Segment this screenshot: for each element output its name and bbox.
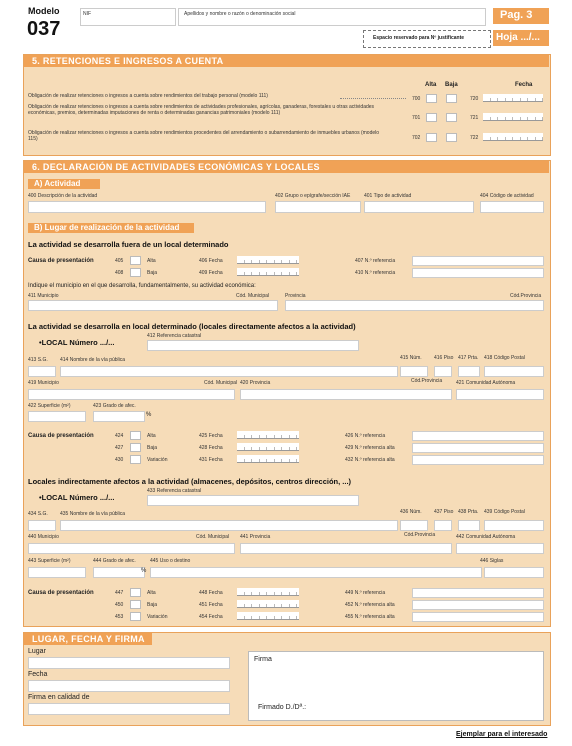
tipo-actividad-field[interactable] bbox=[364, 201, 474, 213]
fecha-722-field[interactable] bbox=[483, 133, 543, 141]
code-721: 721 bbox=[470, 115, 479, 121]
variacion-453-checkbox[interactable] bbox=[130, 612, 141, 621]
superficie-443-field[interactable] bbox=[28, 567, 86, 578]
provincia-420-field[interactable] bbox=[240, 389, 452, 400]
causa-presentacion-1: Causa de presentación bbox=[28, 258, 94, 264]
comunidad-442-field[interactable] bbox=[456, 543, 544, 554]
municipio-419-field[interactable] bbox=[28, 389, 235, 400]
code-447: 447 bbox=[115, 590, 124, 596]
uso-445-field[interactable] bbox=[150, 567, 482, 578]
label-419: 419 Municipio bbox=[28, 380, 59, 386]
causa-presentacion-3: Causa de presentación bbox=[28, 590, 94, 596]
fecha-431-field[interactable] bbox=[237, 455, 299, 463]
local-determinado-title: La actividad se desarrolla en local determinado (locales directamente afectos a la actividad) bbox=[28, 322, 356, 331]
label-449: 449 N.º referencia bbox=[345, 590, 386, 596]
label-428: 428 Fecha bbox=[199, 445, 223, 451]
label-446: 446 Siglas bbox=[480, 558, 504, 564]
label-431: 431 Fecha bbox=[199, 457, 223, 463]
lugar-field[interactable] bbox=[28, 657, 230, 669]
label-441: 441 Provincia bbox=[240, 534, 271, 540]
label-410: 410 N.º referencia bbox=[355, 270, 396, 276]
grado-444-field[interactable] bbox=[93, 567, 145, 578]
cod-municipal-3: Cód. Municipal bbox=[196, 534, 230, 540]
label-438: 438 Prta. bbox=[458, 509, 479, 515]
alta-label-3: Alta bbox=[147, 590, 156, 596]
alta-447-checkbox[interactable] bbox=[130, 588, 141, 597]
catastral-412-field[interactable] bbox=[147, 340, 359, 351]
superficie-422-field[interactable] bbox=[28, 411, 86, 422]
indique-municipio: Indique el municipio en el que desarrolla, fundamentalmente, su actividad económica: bbox=[28, 283, 256, 289]
fecha-720-field[interactable] bbox=[483, 94, 543, 102]
percent-1: % bbox=[146, 412, 152, 418]
label-432: 432 N.º referencia alta bbox=[345, 457, 395, 463]
label-440: 440 Municipio bbox=[28, 534, 59, 540]
retencion-row-1-text: Obligación de realizar retenciones o ingresos a cuenta sobre rendimientos del trabajo personal (modelo 111) bbox=[28, 93, 268, 99]
fecha-428-field[interactable] bbox=[237, 443, 299, 451]
baja-427-checkbox[interactable] bbox=[130, 443, 141, 452]
label-413: 413 S.G. bbox=[28, 357, 48, 363]
descripcion-actividad-field[interactable] bbox=[28, 201, 266, 213]
indirectos-title: Locales indirectamente afectos a la actividad (almacenes, depósitos, centros dirección, ...) bbox=[28, 477, 352, 486]
num-436-field[interactable] bbox=[400, 520, 428, 531]
sg-413-field[interactable] bbox=[28, 366, 56, 377]
siglas-446-field[interactable] bbox=[484, 567, 544, 578]
referencia-432-field[interactable] bbox=[412, 455, 544, 465]
percent-2: % bbox=[141, 568, 147, 574]
variacion-430-checkbox[interactable] bbox=[130, 455, 141, 464]
firma-label: Firma bbox=[254, 656, 272, 663]
section5-title: 5. RETENCIONES E INGRESOS A CUENTA bbox=[24, 55, 549, 67]
sg-434-field[interactable] bbox=[28, 520, 56, 531]
firma-calidad-field[interactable] bbox=[28, 703, 230, 715]
code-408: 408 bbox=[115, 270, 124, 276]
provincia-441-field[interactable] bbox=[240, 543, 452, 554]
baja-label-2: Baja bbox=[147, 445, 158, 451]
referencia-455-field[interactable] bbox=[412, 612, 544, 622]
referencia-429-field[interactable] bbox=[412, 443, 544, 453]
label-404: 404 Código de actividad bbox=[480, 193, 534, 199]
code-450: 450 bbox=[115, 602, 124, 608]
label-409: 409 Fecha bbox=[199, 270, 223, 276]
baja-450-checkbox[interactable] bbox=[130, 600, 141, 609]
section6-title: 6. DECLARACIÓN DE ACTIVIDADES ECONÓMICAS Y LOCALES bbox=[24, 161, 549, 173]
code-424: 424 bbox=[115, 433, 124, 439]
label-455: 455 N.º referencia alta bbox=[345, 614, 395, 620]
col-baja: Baja bbox=[445, 82, 458, 88]
actividad-title: A) Actividad bbox=[28, 179, 100, 189]
codigo-actividad-field[interactable] bbox=[480, 201, 544, 213]
label-400: 400 Descripción de la actividad bbox=[28, 193, 98, 199]
col-alta: Alta bbox=[425, 82, 437, 88]
label-418: 418 Código Postal bbox=[484, 355, 525, 361]
alta-424-checkbox[interactable] bbox=[130, 431, 141, 440]
local-numero-2: • LOCAL Número .../... bbox=[39, 493, 114, 502]
catastral-433-field[interactable] bbox=[147, 495, 359, 506]
alta-405-checkbox[interactable] bbox=[130, 256, 141, 265]
code-430: 430 bbox=[115, 457, 124, 463]
provincia-1-field[interactable] bbox=[285, 300, 544, 311]
fecha-454-field[interactable] bbox=[237, 612, 299, 620]
label-448: 448 Fecha bbox=[199, 590, 223, 596]
label-411: 411 Municipio bbox=[28, 293, 59, 299]
referencia-410-field[interactable] bbox=[412, 268, 544, 278]
grado-423-field[interactable] bbox=[93, 411, 145, 422]
label-417: 417 Prta. bbox=[458, 355, 479, 361]
label-416: 416 Piso bbox=[434, 355, 454, 361]
alta-701-checkbox[interactable] bbox=[426, 113, 437, 122]
cod-provincia-3: Cód.Provincia bbox=[404, 532, 436, 538]
retencion-row-3-text: Obligación de realizar retenciones o ingresos a cuenta sobre rendimientos procedentes del arrendamiento o subarrendamiento de inmuebles urbanos (modelo 115) bbox=[28, 130, 380, 142]
nif-field[interactable] bbox=[80, 8, 176, 26]
label-406: 406 Fecha bbox=[199, 258, 223, 264]
label-443: 443 Superficie (m²) bbox=[28, 558, 71, 564]
provincia-1: Provincia bbox=[285, 293, 306, 299]
cp-439-field[interactable] bbox=[484, 520, 544, 531]
referencia-452-field[interactable] bbox=[412, 600, 544, 610]
label-402: 402 Grupo o epígrafe/sección IAE bbox=[275, 193, 351, 199]
alta-label-2: Alta bbox=[147, 433, 156, 439]
cod-municipal-2: Cód. Municipal bbox=[204, 380, 238, 386]
code-720: 720 bbox=[470, 96, 479, 102]
ejemplar-interesado: Ejemplar para el interesado bbox=[456, 731, 548, 738]
label-429: 429 N.º referencia alta bbox=[345, 445, 395, 451]
code-701: 701 bbox=[412, 115, 421, 121]
retencion-row-2-text: Obligación de realizar retenciones o ingresos a cuenta sobre rendimientos de actividades profesionales, agrícolas, ganaderas, forestales u otras actividades económicas, premios, determinadas imputaciones de renta o determinadas ganancias patrimoniales (modelo 111) bbox=[28, 104, 375, 116]
label-421: 421 Comunidad Autónoma bbox=[456, 380, 516, 386]
modelo-number: 037 bbox=[27, 18, 61, 40]
cod-provincia-2: Cód.Provincia bbox=[411, 378, 443, 384]
code-453: 453 bbox=[115, 614, 124, 620]
code-700: 700 bbox=[412, 96, 421, 102]
prta-438-field[interactable] bbox=[458, 520, 480, 531]
label-422: 422 Superficie (m²) bbox=[28, 403, 71, 409]
fecha-448-field[interactable] bbox=[237, 588, 299, 596]
label-435: 435 Nombre de la vía pública bbox=[60, 511, 126, 517]
fecha-425-field[interactable] bbox=[237, 431, 299, 439]
variacion-label-2: Variación bbox=[147, 614, 168, 620]
prta-417-field[interactable] bbox=[458, 366, 480, 377]
fecha-451-field[interactable] bbox=[237, 600, 299, 608]
via-435-field[interactable] bbox=[60, 520, 398, 531]
firma-calidad-label: Firma en calidad de bbox=[28, 694, 90, 701]
fecha-409-field[interactable] bbox=[237, 268, 299, 276]
hoja-label: Hoja .../... bbox=[496, 32, 540, 43]
fecha-406-field[interactable] bbox=[237, 256, 299, 264]
piso-416-field[interactable] bbox=[434, 366, 452, 377]
label-454: 454 Fecha bbox=[199, 614, 223, 620]
fecha-label: Fecha bbox=[28, 671, 48, 678]
baja-702-checkbox[interactable] bbox=[446, 133, 457, 142]
nif-label: NIF bbox=[83, 11, 92, 17]
local-numero-1: • LOCAL Número .../... bbox=[39, 338, 114, 347]
label-423: 423 Grado de afec. bbox=[93, 403, 136, 409]
alta-702-checkbox[interactable] bbox=[426, 133, 437, 142]
municipio-411-field[interactable] bbox=[28, 300, 278, 311]
cod-provincia-1: Cód.Provincia bbox=[510, 293, 542, 299]
alta-label-1: Alta bbox=[147, 258, 156, 264]
label-442: 442 Comunidad Autónoma bbox=[456, 534, 516, 540]
cp-418-field[interactable] bbox=[484, 366, 544, 377]
label-433: 433 Referencia catastral bbox=[147, 488, 202, 494]
code-702: 702 bbox=[412, 135, 421, 141]
fuera-local-title: La actividad se desarrolla fuera de un local determinado bbox=[28, 240, 229, 249]
variacion-label-1: Variación bbox=[147, 457, 168, 463]
fecha-721-field[interactable] bbox=[483, 113, 543, 121]
lugar-realizacion-title: B) Lugar de realización de la actividad bbox=[28, 223, 194, 233]
municipio-440-field[interactable] bbox=[28, 543, 235, 554]
label-415: 415 Núm. bbox=[400, 355, 422, 361]
label-425: 425 Fecha bbox=[199, 433, 223, 439]
piso-437-field[interactable] bbox=[434, 520, 452, 531]
fecha-field[interactable] bbox=[28, 680, 230, 692]
referencia-407-field[interactable] bbox=[412, 256, 544, 266]
baja-label-1: Baja bbox=[147, 270, 158, 276]
lugar-label: Lugar bbox=[28, 648, 46, 655]
col-fecha: Fecha bbox=[515, 82, 533, 88]
label-420: 420 Provincia bbox=[240, 380, 271, 386]
label-434: 434 S.G. bbox=[28, 511, 48, 517]
baja-label-3: Baja bbox=[147, 602, 158, 608]
comunidad-421-field[interactable] bbox=[456, 389, 544, 400]
label-436: 436 Núm. bbox=[400, 509, 422, 515]
label-437: 437 Piso bbox=[434, 509, 454, 515]
firma-section-title: LUGAR, FECHA Y FIRMA bbox=[24, 633, 152, 645]
causa-presentacion-2: Causa de presentación bbox=[28, 433, 94, 439]
baja-701-checkbox[interactable] bbox=[446, 113, 457, 122]
alta-700-checkbox[interactable] bbox=[426, 94, 437, 103]
grupo-epigrafe-field[interactable] bbox=[275, 201, 361, 213]
referencia-426-field[interactable] bbox=[412, 431, 544, 441]
label-401: 401 Tipo de actividad bbox=[364, 193, 412, 199]
label-451: 451 Fecha bbox=[199, 602, 223, 608]
label-407: 407 N.º referencia bbox=[355, 258, 396, 264]
label-444: 444 Grado de afec. bbox=[93, 558, 136, 564]
label-439: 439 Código Postal bbox=[484, 509, 525, 515]
modelo-label: Modelo bbox=[28, 6, 60, 16]
label-414: 414 Nombre de la vía pública bbox=[60, 357, 126, 363]
code-427: 427 bbox=[115, 445, 124, 451]
num-415-field[interactable] bbox=[400, 366, 428, 377]
label-445: 445 Uso o destino bbox=[150, 558, 191, 564]
label-426: 426 N.º referencia bbox=[345, 433, 386, 439]
baja-700-checkbox[interactable] bbox=[446, 94, 457, 103]
label-412: 412 Referencia catastral bbox=[147, 333, 202, 339]
baja-408-checkbox[interactable] bbox=[130, 268, 141, 277]
page-label: Pag. 3 bbox=[500, 9, 533, 21]
label-452: 452 N.º referencia alta bbox=[345, 602, 395, 608]
referencia-449-field[interactable] bbox=[412, 588, 544, 598]
code-405: 405 bbox=[115, 258, 124, 264]
firmado-label: Firmado D./Dª.: bbox=[258, 704, 307, 711]
cod-municipal-1: Cód. Municipal bbox=[236, 293, 270, 299]
code-722: 722 bbox=[470, 135, 479, 141]
name-label: Apellidos y nombre o razón o denominación social bbox=[184, 11, 296, 17]
via-414-field[interactable] bbox=[60, 366, 398, 377]
reserved-label: Espacio reservado para Nº justificante bbox=[373, 35, 465, 41]
